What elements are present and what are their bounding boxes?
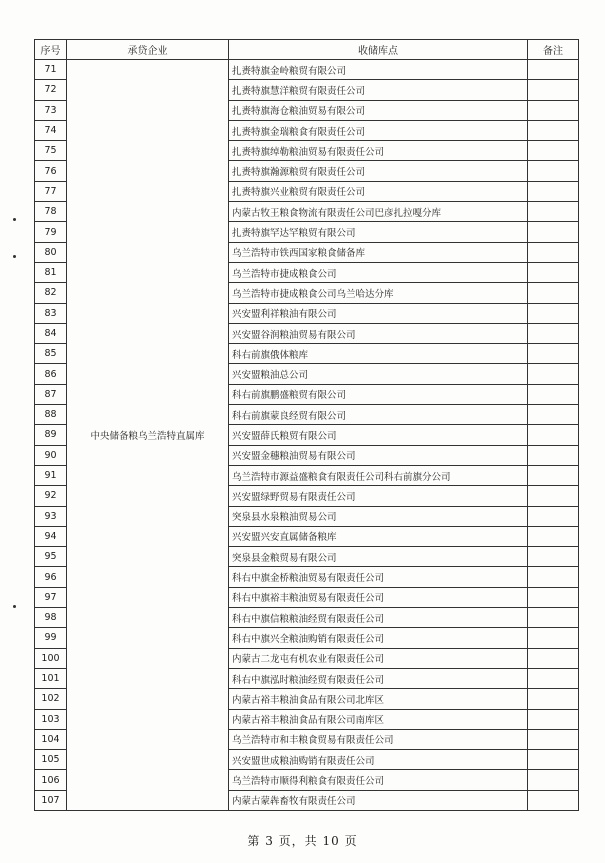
footer-mid: 页，共 xyxy=(278,834,318,848)
storage-site-name: 兴安盟粮油总公司 xyxy=(229,364,528,384)
storage-site-name: 扎赉特旗瀚源粮贸有限责任公司 xyxy=(229,161,528,181)
row-number: 92 xyxy=(35,486,67,506)
row-number: 104 xyxy=(35,729,67,749)
row-number: 107 xyxy=(35,790,67,810)
storage-site-name: 扎赉特旗兴业粮贸有限责任公司 xyxy=(229,181,528,201)
note-cell xyxy=(528,242,579,262)
note-cell xyxy=(528,506,579,526)
storage-site-name: 内蒙古蒙犇畜牧有限责任公司 xyxy=(229,790,528,810)
note-cell xyxy=(528,262,579,282)
note-cell xyxy=(528,60,579,80)
note-cell xyxy=(528,100,579,120)
note-cell xyxy=(528,790,579,810)
row-number: 96 xyxy=(35,567,67,587)
row-number: 100 xyxy=(35,648,67,668)
note-cell xyxy=(528,405,579,425)
row-number: 71 xyxy=(35,60,67,80)
note-cell xyxy=(528,709,579,729)
grain-storage-table xyxy=(34,39,579,811)
note-cell xyxy=(528,486,579,506)
note-cell xyxy=(528,323,579,343)
storage-site-name: 扎赉特旗慧洋粮贸有限责任公司 xyxy=(229,80,528,100)
note-cell xyxy=(528,526,579,546)
storage-site-name: 兴安盟兴安直属储备粮库 xyxy=(229,526,528,546)
row-number: 77 xyxy=(35,181,67,201)
row-number: 80 xyxy=(35,242,67,262)
row-number: 87 xyxy=(35,384,67,404)
row-number: 81 xyxy=(35,262,67,282)
storage-site-name: 兴安盟世成粮油购销有限责任公司 xyxy=(229,750,528,770)
note-cell xyxy=(528,283,579,303)
row-number: 98 xyxy=(35,608,67,628)
note-cell xyxy=(528,648,579,668)
header-seq: 序号 xyxy=(35,40,67,60)
grain-storage-table-container xyxy=(34,39,578,811)
note-cell xyxy=(528,750,579,770)
row-number: 103 xyxy=(35,709,67,729)
row-number: 90 xyxy=(35,445,67,465)
storage-site-name: 兴安盟利祥粮油有限公司 xyxy=(229,303,528,323)
note-cell xyxy=(528,770,579,790)
note-cell xyxy=(528,567,579,587)
note-cell xyxy=(528,547,579,567)
storage-site-name: 扎赉特旗金岭粮贸有限公司 xyxy=(229,60,528,80)
table-header-row xyxy=(35,40,579,60)
table-row xyxy=(35,60,579,80)
storage-site-name: 内蒙古裕丰粮油食品有限公司南库区 xyxy=(229,709,528,729)
row-number: 91 xyxy=(35,465,67,485)
row-number: 88 xyxy=(35,405,67,425)
footer-total-pages: 10 xyxy=(322,834,340,848)
note-cell xyxy=(528,303,579,323)
note-cell xyxy=(528,141,579,161)
storage-site-name: 乌兰浩特市铁西国家粮食储备库 xyxy=(229,242,528,262)
row-number: 89 xyxy=(35,425,67,445)
storage-site-name: 乌兰浩特市源益盛粮食有限责任公司科右前旗分公司 xyxy=(229,465,528,485)
row-number: 74 xyxy=(35,120,67,140)
storage-site-name: 乌兰浩特市顺得利粮食有限责任公司 xyxy=(229,770,528,790)
note-cell xyxy=(528,628,579,648)
storage-site-name: 科右中旗金桥粮油贸易有限责任公司 xyxy=(229,567,528,587)
note-cell xyxy=(528,80,579,100)
storage-site-name: 科右中旗信粮粮油经贸有限责任公司 xyxy=(229,608,528,628)
storage-site-name: 突泉县金粮贸易有限公司 xyxy=(229,547,528,567)
note-cell xyxy=(528,120,579,140)
row-number: 94 xyxy=(35,526,67,546)
header-site: 收储库点 xyxy=(229,40,528,60)
footer-suffix: 页 xyxy=(344,834,358,848)
storage-site-name: 科右中旗兴全粮油购销有限责任公司 xyxy=(229,628,528,648)
row-number: 76 xyxy=(35,161,67,181)
table-body xyxy=(35,60,579,811)
storage-site-name: 乌兰浩特市和丰粮食贸易有限责任公司 xyxy=(229,729,528,749)
storage-site-name: 乌兰浩特市捷成粮食公司 xyxy=(229,262,528,282)
note-cell xyxy=(528,425,579,445)
storage-site-name: 内蒙古二龙屯有机农业有限责任公司 xyxy=(229,648,528,668)
enterprise-cell xyxy=(67,60,229,811)
row-number: 86 xyxy=(35,364,67,384)
header-enterprise: 承贷企业 xyxy=(67,40,229,60)
note-cell xyxy=(528,384,579,404)
row-number: 99 xyxy=(35,628,67,648)
row-number: 73 xyxy=(35,100,67,120)
row-number: 78 xyxy=(35,202,67,222)
row-number: 95 xyxy=(35,547,67,567)
note-cell xyxy=(528,729,579,749)
note-cell xyxy=(528,587,579,607)
row-number: 75 xyxy=(35,141,67,161)
storage-site-name: 科右中旗泓时粮油经贸有限责任公司 xyxy=(229,668,528,688)
note-cell xyxy=(528,181,579,201)
storage-site-name: 兴安盟绿野贸易有限责任公司 xyxy=(229,486,528,506)
note-cell xyxy=(528,364,579,384)
row-number: 105 xyxy=(35,750,67,770)
storage-site-name: 扎赉特旗罕达罕粮贸有限公司 xyxy=(229,222,528,242)
storage-site-name: 兴安盟薛氏粮贸有限公司 xyxy=(229,425,528,445)
storage-site-name: 扎赉特旗绰勒粮油贸易有限责任公司 xyxy=(229,141,528,161)
storage-site-name: 突泉县水泉粮油贸易公司 xyxy=(229,506,528,526)
storage-site-name: 兴安盟谷润粮油贸易有限公司 xyxy=(229,323,528,343)
note-cell xyxy=(528,689,579,709)
note-cell xyxy=(528,668,579,688)
storage-site-name: 扎赉特旗金瑞粮食有限责任公司 xyxy=(229,120,528,140)
storage-site-name: 科右中旗裕丰粮油贸易有限责任公司 xyxy=(229,587,528,607)
storage-site-name: 科右前旗鹏盛粮贸有限公司 xyxy=(229,384,528,404)
row-number: 84 xyxy=(35,323,67,343)
header-note: 备注 xyxy=(528,40,579,60)
row-number: 85 xyxy=(35,344,67,364)
note-cell xyxy=(528,608,579,628)
row-number: 106 xyxy=(35,770,67,790)
row-number: 93 xyxy=(35,506,67,526)
storage-site-name: 兴安盟金穗粮油贸易有限公司 xyxy=(229,445,528,465)
page-footer xyxy=(0,832,605,849)
storage-site-name: 内蒙古牧王粮食物流有限责任公司巴彦扎拉嘎分库 xyxy=(229,202,528,222)
row-number: 79 xyxy=(35,222,67,242)
storage-site-name: 扎赉特旗海仓粮油贸易有限公司 xyxy=(229,100,528,120)
enterprise-name: 中央储备粮乌兰浩特直属库 xyxy=(90,430,205,442)
row-number: 97 xyxy=(35,587,67,607)
row-number: 102 xyxy=(35,689,67,709)
storage-site-name: 内蒙古裕丰粮油食品有限公司北库区 xyxy=(229,689,528,709)
note-cell xyxy=(528,465,579,485)
note-cell xyxy=(528,202,579,222)
row-number: 82 xyxy=(35,283,67,303)
note-cell xyxy=(528,445,579,465)
storage-site-name: 科右前旗俄体粮库 xyxy=(229,344,528,364)
note-cell xyxy=(528,222,579,242)
row-number: 101 xyxy=(35,668,67,688)
note-cell xyxy=(528,344,579,364)
footer-prefix: 第 xyxy=(247,834,261,848)
row-number: 72 xyxy=(35,80,67,100)
row-number: 83 xyxy=(35,303,67,323)
footer-page-number: 3 xyxy=(265,834,274,848)
note-cell xyxy=(528,161,579,181)
storage-site-name: 乌兰浩特市捷成粮食公司乌兰哈达分库 xyxy=(229,283,528,303)
storage-site-name: 科右前旗蒙良经贸有限公司 xyxy=(229,405,528,425)
